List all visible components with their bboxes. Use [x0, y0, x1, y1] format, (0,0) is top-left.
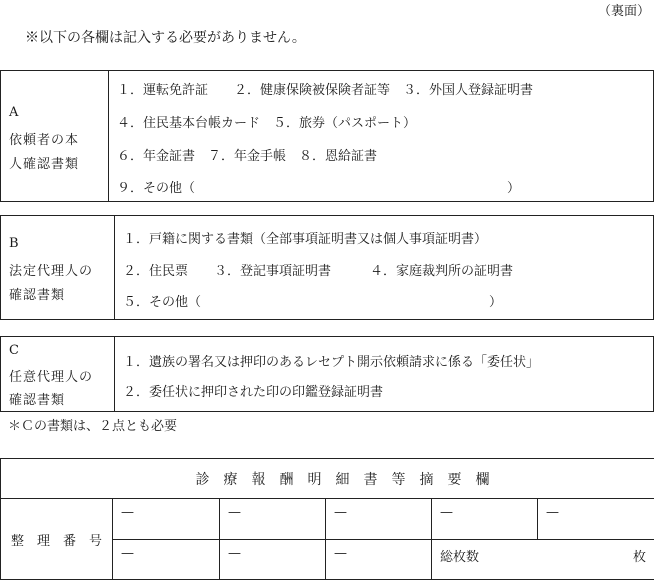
section-a [0, 70, 654, 202]
section-c-label [1, 337, 115, 411]
section-b-other-close: ） [489, 291, 502, 310]
section-b-other: ５．その他（ [123, 291, 201, 310]
row-label: 整 理 番 号 [1, 499, 113, 580]
number-cell-1: — [113, 499, 220, 540]
section-c-label-line1: 任意代理人の [9, 366, 93, 385]
section-b-label-line1: 法定代理人の [9, 260, 93, 279]
section-b-letter: B [9, 236, 20, 251]
section-c-label-line2: 確認書類 [9, 389, 65, 408]
section-c-item-line2: ２．委任状に押印された印の印鑑登録証明書 [123, 381, 383, 400]
summary-table [0, 458, 654, 580]
number-cell-2: — [220, 499, 326, 540]
total-sheets-unit: 枚 [633, 546, 646, 565]
number-cell-5: — [538, 499, 654, 540]
number-cell-6: — [113, 540, 220, 580]
number-cell-4: — [432, 499, 538, 540]
total-sheets-cell [432, 540, 654, 580]
table-title: 診 療 報 酬 明 細 書 等 摘 要 欄 [1, 459, 654, 499]
number-cell-7: — [220, 540, 326, 580]
section-b-label-line2: 確認書類 [9, 284, 65, 303]
section-c-item-line1: １．遺族の署名又は押印のあるレセプト開示依頼請求に係る「委任状」 [123, 351, 539, 370]
section-a-label-line1: 依頼者の本 [9, 129, 79, 148]
section-a-item-line1: １．運転免許証 ２．健康保険被保険者証等 ３．外国人登録証明書 [117, 79, 533, 98]
section-a-label-line2: 人確認書類 [9, 153, 79, 172]
section-a-letter: A [9, 105, 19, 120]
section-b-item-line1: １．戸籍に関する書類（全部事項証明書又は個人事項証明書） [123, 228, 487, 247]
section-c-letter: C [9, 343, 20, 358]
section-a-other: ９．その他（ [117, 177, 195, 196]
section-b [0, 215, 654, 320]
section-a-item-line3: ６．年金証書 ７．年金手帳 ８．恩給証書 [117, 145, 377, 164]
page-side-label: （裏面） [598, 0, 650, 19]
section-b-label [1, 216, 115, 319]
number-cell-8: — [326, 540, 432, 580]
section-a-label [1, 71, 109, 201]
section-c-note: ＊Ｃの書類は、２点とも必要 [8, 415, 177, 434]
number-cell-3: — [326, 499, 432, 540]
section-a-item-line2: ４．住民基本台帳カード ５．旅券（パスポート） [117, 112, 416, 131]
total-sheets-label: 総枚数 [440, 546, 479, 565]
notice-text: ※以下の各欄は記入する必要がありません。 [25, 27, 306, 47]
section-c [0, 336, 654, 412]
section-b-item-line2: ２．住民票 ３．登記事項証明書 ４．家庭裁判所の証明書 [123, 260, 513, 279]
section-a-other-close: ） [507, 177, 520, 196]
